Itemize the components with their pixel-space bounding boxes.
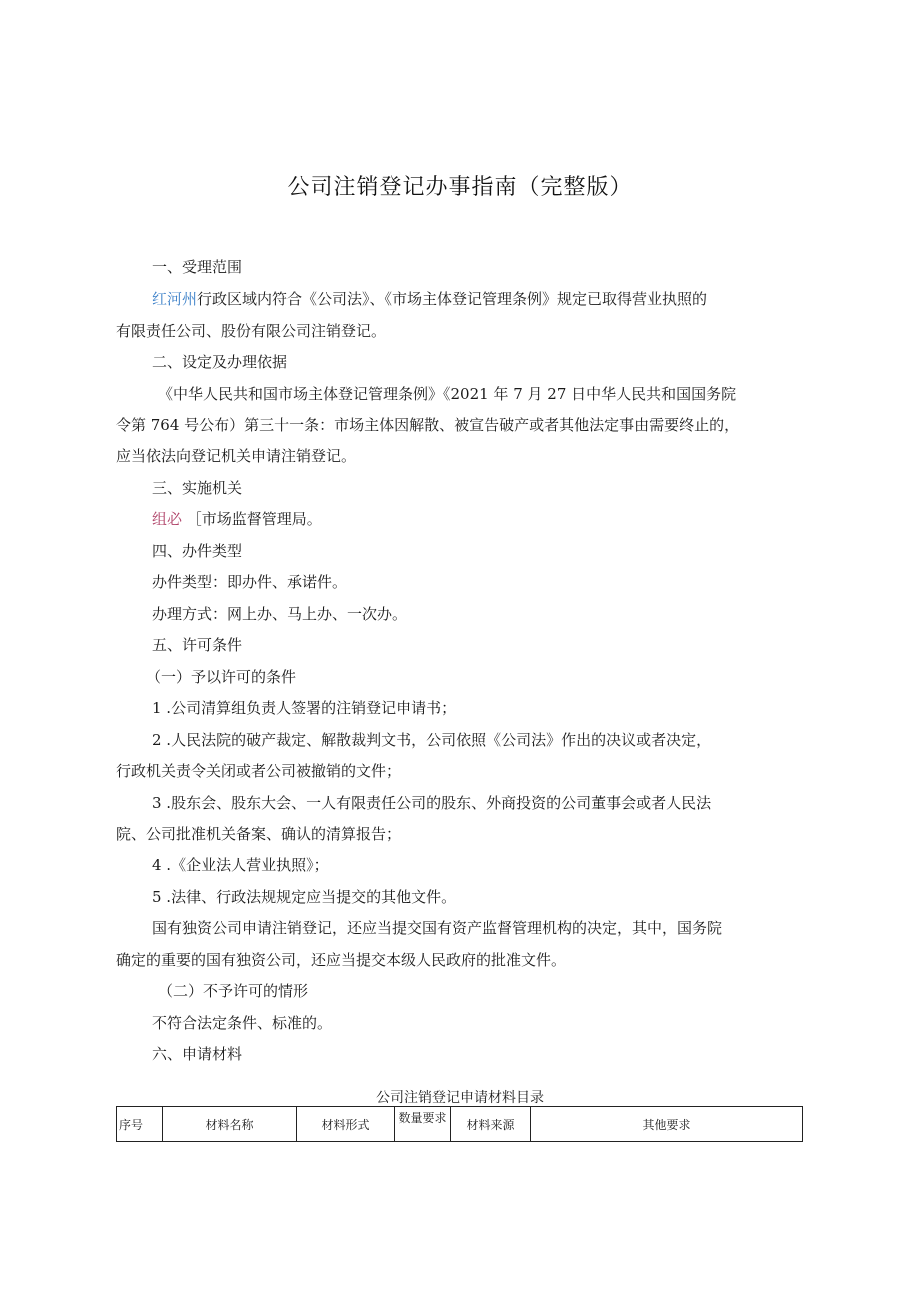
header-cell: 序号: [117, 1107, 163, 1142]
section-heading-agency: 三、实施机关: [152, 479, 243, 497]
table-header-row: [117, 1107, 803, 1142]
page-title: 公司注销登记办事指南（完整版）: [287, 175, 633, 200]
subheading-permit: （一）予以许可的条件: [146, 668, 297, 686]
list-item-2-line1: 2 .人民法院的破产裁定、解散裁判文书，公司依照《公司法》作出的决议或者决定，: [152, 731, 712, 749]
paragraph-agency: [152, 509, 322, 529]
header-cell: 数量要求: [395, 1107, 451, 1142]
section-heading-basis: 二、设定及办理依据: [152, 353, 288, 371]
section-heading-conditions: 五、许可条件: [152, 636, 243, 654]
paragraph-scope-line1: [152, 289, 707, 309]
section-heading-materials: 六、申请材料: [152, 1045, 243, 1063]
subheading-deny: （二）不予许可的情形: [158, 982, 309, 1000]
header-cell: 其他要求: [531, 1107, 803, 1142]
list-item-2-line2: 行政机关责令关闭或者公司被撤销的文件；: [116, 762, 402, 780]
materials-table: [116, 1106, 803, 1142]
header-cell: 材料名称: [163, 1107, 297, 1142]
header-cell: 材料形式: [297, 1107, 395, 1142]
list-item-1: 1 .公司清算组负责人签署的注销登记申请书；: [152, 699, 457, 717]
paragraph-text: 行政区域内符合《公司法》、《市场主体登记管理条例》规定已取得营业执照的: [197, 290, 708, 308]
paragraph-type-line2: 办理方式：网上办、马上办、一次办。: [152, 605, 408, 623]
list-item-3-line2: 院、公司批准机关备案、确认的清算报告；: [116, 825, 402, 843]
table-caption: 公司注销登记申请材料目录: [376, 1090, 544, 1106]
paragraph-deny: 不符合法定条件、标准的。: [152, 1014, 333, 1032]
header-cell: 材料来源: [451, 1107, 531, 1142]
paragraph-scope-line2: 有限责任公司、股份有限公司注销登记。: [116, 322, 387, 340]
paragraph-basis-line1: 《中华人民共和国市场主体登记管理条例》《2021 年 7 月 27 日中华人民共和国国务院: [158, 385, 737, 403]
highlight-agency: 组必: [152, 510, 183, 528]
highlight-region: 红河州: [152, 290, 198, 308]
list-item-3-line1: 3 .股东会、股东大会、一人有限责任公司的股东、外商投资的公司董事会或者人民法: [152, 794, 712, 812]
list-item-5: 5 .法律、行政法规规定应当提交的其他文件。: [152, 888, 457, 906]
paragraph-state-owned-line1: 国有独资公司申请注销登记，还应当提交国有资产监督管理机构的决定，其中，国务院: [152, 919, 723, 937]
paragraph-basis-line2: 令第 764 号公布）第三十一条：市场主体因解散、被宣告破产或者其他法定事由需要终止的，: [116, 416, 740, 434]
paragraph-basis-line3: 应当依法向登记机关申请注销登记。: [116, 447, 357, 465]
paragraph-state-owned-line2: 确定的重要的国有独资公司，还应当提交本级人民政府的批准文件。: [116, 951, 567, 969]
section-heading-type: 四、办件类型: [152, 542, 243, 560]
paragraph-type-line1: 办件类型：即办件、承诺件。: [152, 573, 348, 591]
section-heading-scope: 一、受理范围: [152, 258, 243, 276]
list-item-4: 4 .《企业法人营业执照》；: [152, 856, 329, 874]
paragraph-text: ［市场监督管理局。: [186, 510, 322, 528]
